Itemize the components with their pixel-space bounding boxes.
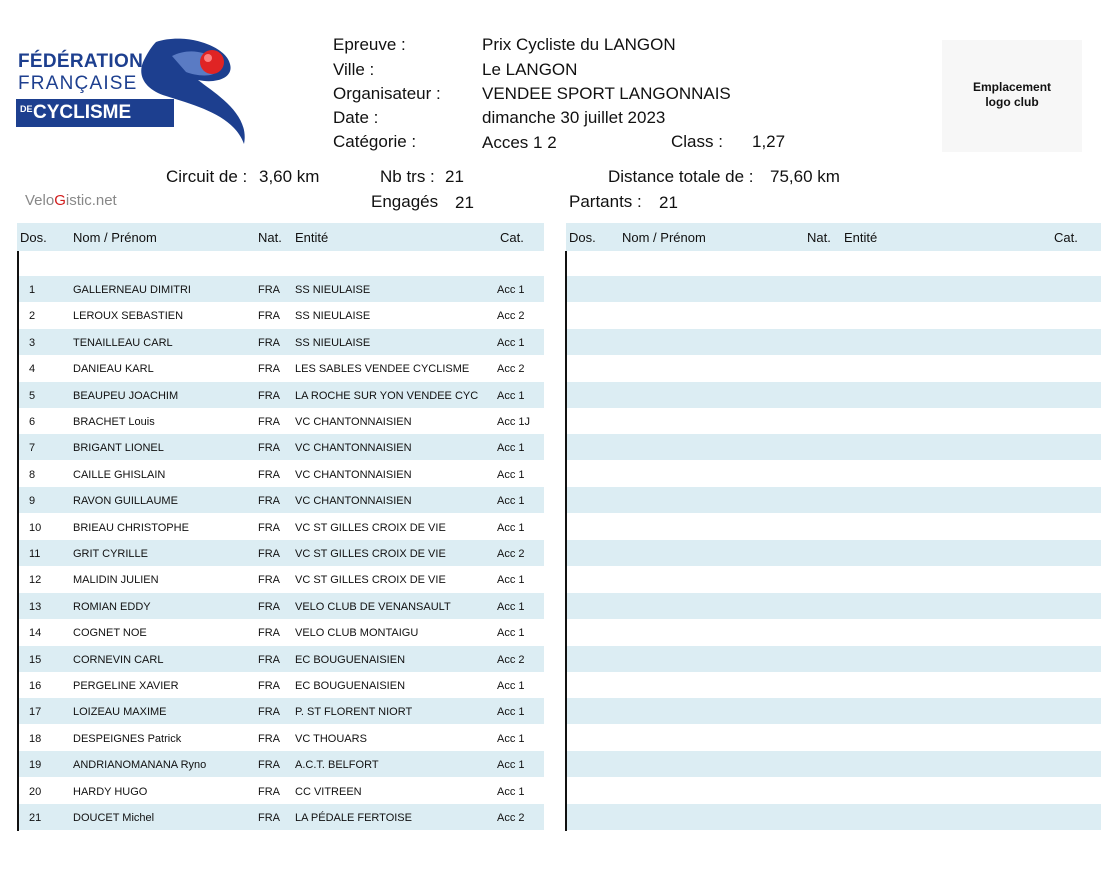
cell-nat: FRA	[258, 812, 280, 824]
cell-dos: 6	[29, 416, 36, 428]
cell-nat: FRA	[258, 284, 280, 296]
cell-nom: MALIDIN JULIEN	[73, 574, 159, 587]
table-row	[17, 355, 544, 381]
empty-row	[566, 646, 1101, 672]
cell-nat: FRA	[258, 785, 280, 798]
cell-entite: LES SABLES VENDEE CYCLISME	[295, 363, 470, 376]
cell-nat: FRA	[258, 389, 280, 402]
partants-label: Partants :	[569, 192, 642, 211]
table-row	[17, 646, 544, 672]
table-row	[17, 329, 544, 355]
cell-entite: LA ROCHE SUR YON VENDEE CYC	[295, 389, 479, 402]
cell-nat: FRA	[258, 732, 280, 745]
empty-row	[566, 514, 1101, 540]
cell-nat: FRA	[258, 310, 280, 323]
cell-nom: TENAILLEAU CARL	[73, 336, 173, 349]
cell-entite: SS NIEULAISE	[295, 310, 371, 323]
cell-cat: Acc 1	[497, 468, 525, 481]
col-nom: Nom / Prénom	[73, 230, 157, 245]
cell-nat: FRA	[258, 442, 280, 455]
table-row	[17, 566, 544, 592]
cell-cat: Acc 1J	[497, 416, 531, 428]
cell-nom: DOUCET Michel	[73, 812, 155, 824]
cell-entite: VC ST GILLES CROIX DE VIE	[295, 521, 446, 534]
cell-dos: 17	[29, 706, 42, 719]
engages-label: Engagés	[371, 192, 439, 211]
cell-cat: Acc 1	[497, 389, 525, 402]
col-dos: Dos.	[20, 230, 47, 245]
cell-cat: Acc 2	[497, 653, 525, 666]
cell-dos: 4	[29, 363, 36, 376]
table-header-left	[17, 223, 544, 251]
col-nom-right: Nom / Prénom	[622, 230, 706, 245]
cell-cat: Acc 1	[497, 442, 525, 455]
cell-dos: 20	[29, 785, 42, 798]
table-row	[17, 540, 544, 566]
col-cat: Cat.	[500, 230, 524, 245]
table-row	[17, 487, 544, 513]
ffc-logo	[16, 36, 248, 148]
cell-entite: VC CHANTONNAISIEN	[295, 468, 412, 481]
cell-cat: Acc 1	[497, 600, 525, 613]
cell-nat: FRA	[258, 363, 280, 376]
circuit-label: Circuit de :	[166, 167, 248, 186]
brand-part-2: G	[54, 192, 66, 209]
event-ville: Le LANGON	[482, 60, 578, 79]
cell-entite: VC CHANTONNAISIEN	[295, 442, 412, 455]
cell-nat: FRA	[258, 336, 280, 349]
cell-entite: EC BOUGUENAISIEN	[295, 653, 406, 666]
cell-dos: 13	[29, 600, 42, 613]
table-row	[17, 751, 544, 777]
cell-entite: SS NIEULAISE	[295, 284, 371, 296]
class-value: 1,27	[752, 132, 786, 151]
event-date: dimanche 30 juillet 2023	[482, 108, 666, 127]
cell-cat: Acc 1	[497, 680, 525, 692]
cell-nat: FRA	[258, 706, 280, 719]
club-logo-text-1: Emplacement	[972, 80, 1052, 94]
cell-cat: Acc 1	[497, 706, 525, 719]
empty-row	[566, 751, 1101, 777]
cell-nom: HARDY HUGO	[73, 785, 148, 798]
cell-entite: VC CHANTONNAISIEN	[295, 416, 412, 428]
table-row	[17, 461, 544, 487]
table-right-border	[565, 251, 567, 831]
table-row	[17, 725, 544, 751]
empty-row	[566, 487, 1101, 513]
distance-value: 75,60 km	[770, 167, 840, 186]
col-entite: Entité	[295, 230, 329, 245]
table-row	[17, 804, 544, 830]
riders-table-right	[566, 223, 1101, 831]
logo-text-federation: FÉDÉRATION	[18, 51, 144, 72]
col-nat: Nat.	[258, 230, 282, 245]
table-row	[17, 276, 544, 302]
cell-nom: RAVON GUILLAUME	[73, 495, 178, 508]
cell-dos: 3	[29, 336, 36, 349]
cell-entite: VC ST GILLES CROIX DE VIE	[295, 548, 446, 560]
brand-part-1: Velo	[25, 192, 55, 209]
cell-nom: PERGELINE XAVIER	[73, 680, 179, 692]
ffc-swoosh-icon	[126, 36, 250, 148]
cell-cat: Acc 1	[497, 785, 525, 798]
club-logo-text-2: logo club	[985, 95, 1039, 109]
cell-dos: 8	[29, 468, 36, 481]
table-header-right	[566, 223, 1101, 251]
cell-cat: Acc 2	[497, 310, 525, 323]
cell-nom: GALLERNEAU DIMITRI	[73, 284, 191, 296]
empty-row	[566, 329, 1101, 355]
cell-nat: FRA	[258, 759, 280, 772]
table-row	[17, 382, 544, 408]
empty-row	[566, 461, 1101, 487]
event-epreuve: Prix Cycliste du LANGON	[482, 35, 676, 54]
empty-row	[566, 619, 1101, 645]
cell-cat: Acc 1	[497, 284, 525, 296]
cell-nom: BRACHET Louis	[73, 416, 155, 428]
empty-row	[566, 804, 1101, 830]
engages-value: 21	[455, 193, 474, 212]
cell-dos: 5	[29, 389, 36, 402]
circuit-value: 3,60 km	[259, 167, 320, 186]
cell-entite: VELO CLUB DE VENANSAULT	[295, 600, 451, 613]
cell-cat: Acc 1	[497, 495, 525, 508]
label-epreuve: Epreuve :	[333, 35, 406, 54]
cell-cat: Acc 2	[497, 548, 525, 560]
event-organisateur: VENDEE SPORT LANGONNAIS	[482, 84, 731, 103]
cell-cat: Acc 1	[497, 574, 525, 587]
table-row	[17, 672, 544, 698]
cell-dos: 21	[29, 812, 42, 824]
cell-entite: VC ST GILLES CROIX DE VIE	[295, 574, 446, 587]
empty-row	[566, 408, 1101, 434]
empty-row	[566, 382, 1101, 408]
table-row	[17, 619, 544, 645]
cell-nom: CORNEVIN CARL	[73, 653, 164, 666]
table-row	[17, 593, 544, 619]
event-categorie: Acces 1 2	[482, 133, 557, 152]
label-date: Date :	[333, 108, 379, 127]
cell-cat: Acc 2	[497, 812, 525, 824]
cell-nom: COGNET NOE	[73, 627, 147, 640]
table-left-border	[17, 251, 19, 831]
cell-nom: LEROUX SEBASTIEN	[73, 310, 184, 323]
cell-entite: LA PÉDALE FERTOISE	[295, 812, 412, 824]
cell-entite: VC CHANTONNAISIEN	[295, 495, 412, 508]
col-nat-right: Nat.	[807, 230, 831, 245]
cell-nat: FRA	[258, 468, 280, 481]
empty-row	[566, 276, 1101, 302]
cell-nom: CAILLE GHISLAIN	[73, 468, 166, 481]
cell-nat: FRA	[258, 574, 280, 587]
cell-cat: Acc 1	[497, 759, 525, 772]
logo-text-cyclisme: CYCLISME	[33, 102, 132, 123]
cell-nat: FRA	[258, 600, 280, 613]
logo-text-francaise: FRANÇAISE	[18, 73, 138, 94]
cell-nat: FRA	[258, 680, 280, 692]
brand-part-3: istic.net	[65, 192, 117, 209]
logo-text-de: DE	[20, 104, 33, 114]
empty-row	[566, 434, 1101, 460]
cell-nom: DANIEAU KARL	[73, 363, 154, 376]
cell-nat: FRA	[258, 495, 280, 508]
class-label: Class :	[671, 132, 723, 151]
cell-cat: Acc 2	[497, 363, 525, 376]
table-row	[17, 434, 544, 460]
empty-row	[566, 672, 1101, 698]
empty-row	[566, 540, 1101, 566]
cell-dos: 11	[29, 548, 41, 560]
riders-body-left	[17, 251, 544, 831]
label-organisateur: Organisateur :	[333, 84, 441, 103]
cell-nom: ROMIAN EDDY	[73, 600, 151, 613]
cell-dos: 15	[29, 653, 42, 666]
riders-table-left	[17, 223, 544, 831]
label-categorie: Catégorie :	[333, 132, 417, 151]
table-row	[17, 302, 544, 328]
cell-nom: ANDRIANOMANANA Ryno	[73, 759, 207, 772]
cell-entite: VELO CLUB MONTAIGU	[295, 627, 419, 640]
cell-dos: 16	[29, 680, 42, 692]
nbtrs-label: Nb trs :	[380, 167, 435, 186]
cell-nat: FRA	[258, 627, 280, 640]
velogistic-brand	[25, 192, 117, 209]
empty-row	[566, 302, 1101, 328]
col-entite-right: Entité	[844, 230, 878, 245]
empty-row	[566, 698, 1101, 724]
cell-dos: 1	[29, 284, 36, 296]
cell-nom: GRIT CYRILLE	[73, 548, 148, 560]
empty-row	[566, 725, 1101, 751]
empty-row	[566, 355, 1101, 381]
table-row	[17, 698, 544, 724]
cell-entite: SS NIEULAISE	[295, 336, 371, 349]
cell-dos: 10	[29, 521, 42, 534]
label-ville: Ville :	[333, 60, 375, 79]
cell-nat: FRA	[258, 416, 280, 428]
col-cat-right: Cat.	[1054, 230, 1078, 245]
table-row	[17, 514, 544, 540]
cell-cat: Acc 1	[497, 732, 525, 745]
cell-nat: FRA	[258, 548, 280, 560]
cell-dos: 19	[29, 759, 42, 772]
cell-nom: BRIGANT LIONEL	[73, 442, 164, 455]
cell-entite: CC VITREEN	[295, 785, 362, 798]
table-row	[17, 408, 544, 434]
cell-dos: 9	[29, 495, 36, 508]
cell-entite: EC BOUGUENAISIEN	[295, 680, 406, 692]
empty-row	[566, 593, 1101, 619]
cell-nom: BRIEAU CHRISTOPHE	[73, 521, 189, 534]
cell-dos: 7	[29, 442, 36, 455]
cell-dos: 12	[29, 574, 42, 587]
cell-cat: Acc 1	[497, 627, 525, 640]
cell-cat: Acc 1	[497, 521, 525, 534]
cell-dos: 2	[29, 310, 36, 323]
cell-entite: P. ST FLORENT NIORT	[295, 706, 413, 719]
cell-nom: LOIZEAU MAXIME	[73, 706, 167, 719]
empty-row	[566, 778, 1101, 804]
table-row	[17, 778, 544, 804]
cell-nom: BEAUPEU JOACHIM	[73, 389, 179, 402]
cell-nat: FRA	[258, 521, 280, 534]
club-logo-placeholder	[942, 40, 1082, 152]
riders-body-right	[566, 251, 1101, 831]
cell-nom: DESPEIGNES Patrick	[73, 732, 182, 745]
distance-label: Distance totale de :	[608, 167, 754, 186]
cell-entite: VC THOUARS	[295, 732, 367, 745]
cell-cat: Acc 1	[497, 336, 525, 349]
empty-row	[566, 566, 1101, 592]
cell-dos: 14	[29, 627, 42, 640]
cell-dos: 18	[29, 732, 42, 745]
cell-entite: A.C.T. BELFORT	[295, 759, 379, 772]
cell-nat: FRA	[258, 653, 280, 666]
partants-value: 21	[659, 193, 678, 212]
nbtrs-value: 21	[445, 167, 464, 186]
col-dos-right: Dos.	[569, 230, 596, 245]
